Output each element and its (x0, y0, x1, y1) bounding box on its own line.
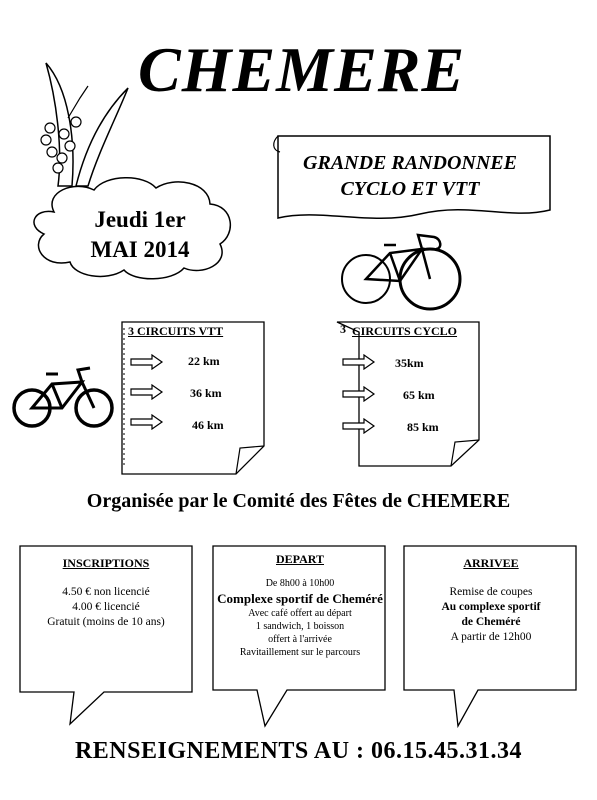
vtt-distance: 46 km (192, 418, 224, 432)
price-line: 4.00 € licencié (72, 601, 140, 613)
depart-note: Avec café offert au départ (248, 608, 352, 619)
arrivee-line: A partir de 12h00 (450, 631, 532, 643)
depart-place: Complexe sportif de Cheméré (217, 591, 383, 606)
arrow-right-icon (130, 354, 164, 370)
event-banner (275, 150, 545, 202)
contact-footer: RENSEIGNEMENTS AU : 06.15.45.31.34 (74, 738, 523, 764)
lily-of-the-valley-icon (28, 58, 133, 188)
arrivee-line: Remise de coupes (449, 586, 533, 598)
cyclo-heading: CIRCUITS CYCLO (352, 324, 458, 338)
arrow-right-icon (342, 386, 376, 402)
inscriptions-content (22, 556, 190, 630)
cyclo-distance: 35km (395, 356, 424, 370)
arrivee-line: de Cheméré (461, 616, 521, 628)
depart-note: offert à l'arrivée (268, 634, 332, 645)
inscriptions-title: INSCRIPTIONS (62, 556, 150, 570)
event-date (60, 205, 220, 265)
banner-line-1: GRANDE RANDONNEE (303, 152, 517, 174)
cyclo-heading-prefix: 3 (340, 322, 346, 336)
price-line: Gratuit (moins de 10 ans) (47, 616, 165, 628)
vtt-panel (128, 324, 268, 339)
depart-content (214, 552, 386, 659)
date-line-1: Jeudi 1er (94, 207, 186, 232)
arrow-right-icon (342, 354, 376, 370)
vtt-heading: 3 CIRCUITS VTT (128, 324, 224, 338)
depart-note: 1 sandwich, 1 boisson (255, 621, 345, 632)
banner-line-2: CYCLO ET VTT (340, 178, 480, 200)
vtt-distance: 22 km (188, 354, 220, 368)
arrivee-title: ARRIVEE (463, 556, 519, 570)
depart-note: Ravitaillement sur le parcours (239, 647, 361, 658)
cyclo-distance: 65 km (403, 388, 435, 402)
page-title: CHEMERE (138, 34, 466, 105)
arrow-right-icon (342, 418, 376, 434)
date-line-2: MAI 2014 (90, 237, 190, 262)
arrivee-line: Au complexe sportif (441, 601, 541, 613)
arrow-right-icon (130, 414, 164, 430)
vtt-distance: 36 km (190, 386, 222, 400)
depart-time: De 8h00 à 10h00 (265, 578, 335, 589)
price-line: 4.50 € non licencié (62, 586, 150, 598)
arrivee-content (405, 556, 577, 645)
organiser-line: Organisée par le Comité des Fêtes de CHEMERE (86, 490, 511, 512)
cyclo-panel (352, 324, 492, 339)
road-bike-icon (338, 227, 463, 312)
arrow-right-icon (130, 384, 164, 400)
depart-title: DEPART (275, 552, 325, 566)
mountain-bike-icon (12, 360, 117, 430)
cyclo-distance: 85 km (407, 420, 439, 434)
